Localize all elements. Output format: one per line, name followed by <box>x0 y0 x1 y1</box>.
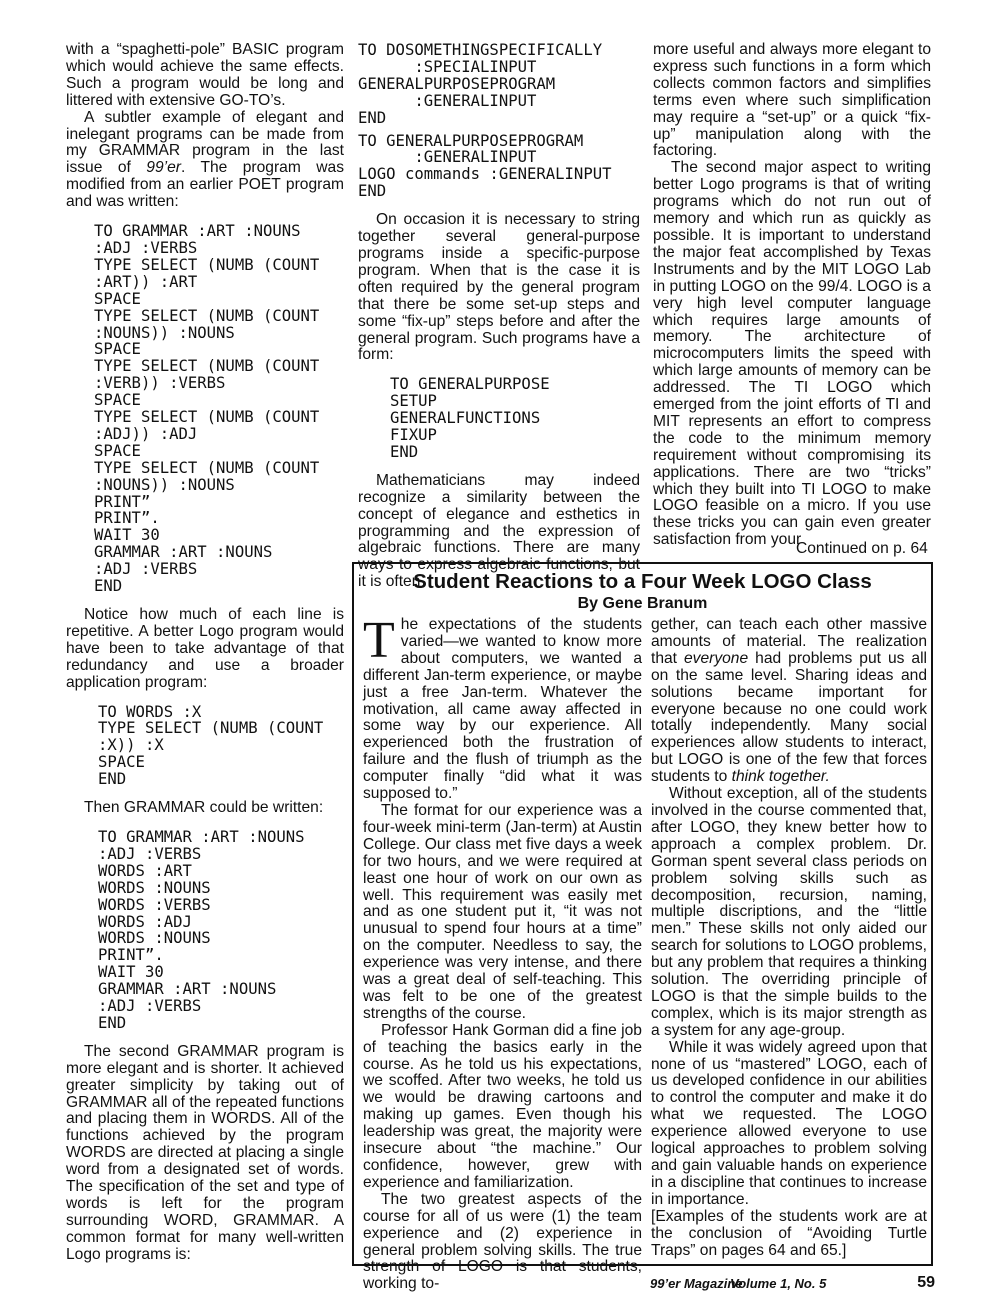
page-number: 59 <box>917 1274 935 1291</box>
text-run: A subtler example of elegant and inelegant programs can be made from my GRAMMAR program in the last issue of <box>66 108 344 177</box>
column-middle <box>358 42 640 591</box>
code-listing: TO GRAMMAR :ART :NOUNS :ADJ :VERBS TYPE SELECT (NUMB (COUNT :ART)) :ART SPACE TYPE SELECT (NUMB (COUNT :NOUNS)) :NOUNS SPACE TYPE SELECT (NUMB (COUNT :VERB)) :VERBS SPACE TYPE SELECT (NUMB (COUNT :ADJ)) :ADJ SPACE TYPE SELECT (NUMB (COUNT :NOUNS)) :NOUNS PRINT” PRINT”. WAIT 30 GRAMMAR :ART :NOUNS :ADJ :VERBS END <box>94 222 320 596</box>
paragraph <box>363 612 642 803</box>
article-title: Student Reactions to a Four Week LOGO Class <box>413 570 872 593</box>
text-run: . The program was modified from an earlier POET program and was written: <box>66 159 344 211</box>
magazine-title: 99’er Magazine <box>650 1276 743 1291</box>
paragraph: with a “spaghetti-pole” BASIC program which would achieve the same effects. Such a program would be long and littered with extensive GO-TO’s. <box>66 41 344 109</box>
page-footer <box>650 1276 935 1291</box>
paragraph: On occasion it is necessary to string together several general-purpose programs inside a specific-purpose program. When that is the case it is often required by the general program that there be some set-up steps and some “fix-up” steps before and after the general program. Such programs have a form: <box>358 211 640 364</box>
code-listing: TO DOSOMETHINGSPECIFICALLY :SPECIALINPUT GENERALPURPOSEPROGRAM :GENERALINPUT END <box>358 41 603 127</box>
text-run: had problems put us all on the same level. Sharing ideas and solutions became important for everyone because no one could work totally independently. Many social experiences allow students to interact, but LOGO is one of the few that forces students to <box>651 649 927 786</box>
paragraph: The second GRAMMAR program is more elegant and is shorter. It achieved greater simplicity by taking out of GRAMMAR all of the repeated functions and placing them in WORDS. All of the functions achieved by the program WORDS are directed at placing a single word from a designated set of words. The specification of the set and type of words is left for the program surrounding WORD, GRAMMAR. A common format for many well-written Logo programs is: <box>66 1042 344 1263</box>
paragraph: Mathematicians may indeed recognize a similarity between the concept of elegance and esthetics in programming and the expression of algebraic functions. There are many ways to express algebraic functions, but it is often <box>358 471 640 591</box>
paragraph: Without exception, all of the students involved in the course commented that, after LOGO, they knew better how to approach a complex problem. Dr. Gorman spent several class periods on problem solving skills such as decomposition, recursion, naming, multiple discriptions, and the “little men.” These skills not only aided our search for solutions to LOGO problems, but any problem that requires a thinking solution. The overriding principle of LOGO is that the simple builds to the complex, which is its major strength as a system for any age-group. <box>651 785 927 1039</box>
article-column-left <box>363 612 642 1293</box>
article-byline: By Gene Branum <box>577 595 708 612</box>
article-column-right <box>651 617 927 1259</box>
paragraph: The format for our experience was a four-week mini-term (Jan-term) at Austin College. Our class met five days a week for two hours, and we were required at least one hour of work on our own as well. This requirement was easily met and as one student put it, “it was not unusual to spend four hours at a time” on the computer. Needless to say, the experience was very intense, and there was a great deal of self-teaching. This was felt to be one of the greatest strengths of the course. <box>363 801 642 1022</box>
magazine-name: 99’er <box>146 159 181 177</box>
paragraph: Professor Hank Gorman did a fine job of teaching the basics early in the course. As he told us his expectations, we scoffed. After two weeks, he told us we would be drawing cartoons and making up games. Even though his leadership was great, the majority were insecure about “the machine.” Our confidence, however, grew with experience and familiarization. <box>363 1021 642 1191</box>
paragraph: While it was widely agreed upon that none of us “mastered” LOGO, each of us developed confidence in our abilities to control the computer and make it do what we requested. The LOGO experience allowed everyone to use logical approaches to problem solving and gain valuable hands on experience in a discipline that continues to increase in importance. <box>651 1038 927 1208</box>
text-run: he expectations of the students varied—we wanted to know more about computers, we wanted a different Jan-term experience, or maybe just a free Jan-term. Whatever the motivation, all came away affected in some way by our experience. All experienced both the frustration of failure and the flush of triumph as the computer finally “did what it was supposed to.” <box>363 616 642 803</box>
paragraph <box>651 617 927 786</box>
drop-cap: T <box>363 612 395 669</box>
code-listing: TO WORDS :X TYPE SELECT (NUMB (COUNT :X)) :X SPACE END <box>98 702 324 789</box>
code-listing: TO GRAMMAR :ART :NOUNS :ADJ :VERBS WORDS :ART WORDS :NOUNS WORDS :VERBS WORDS :ADJ WORDS :NOUNS PRINT”. WAIT 30 GRAMMAR :ART :NOUNS :ADJ :VERBS END <box>98 827 305 1032</box>
paragraph <box>66 110 344 211</box>
paragraph: Notice how much of each line is repetitive. A better Logo program would have been to take advantage of that redundancy and use a broader application program: <box>66 606 344 691</box>
paragraph: The second major aspect to writing better Logo programs is that of writing programs which do not run out of memory and which run as quickly as possible. It is important to understand the major feat accomplished by Texas Instruments and by the MIT LOGO Lab in putting LOGO on the 99/4. LOGO is a very high level computer language which requires large amounts of memory. The architecture of microcomputers limits the speed with which large amounts of memory can be addressed. The TI LOGO which emerged from the joint efforts of TI and MIT represents an effort to compress the code to the minimum memory requirement without compromising its applications. There are two “tricks” which they built into TI LOGO to make LOGO feasible on a micro. If you use these tricks you can gain even greater satisfaction from your <box>653 159 931 549</box>
paragraph: more useful and always more elegant to express such functions in a form which collects common factors and simplifies terms even where such simplification may require a “set-up” or a quick “fix-up” manipulation along with the factoring. <box>653 41 931 160</box>
emphasis: everyone <box>684 649 749 667</box>
code-listing: TO GENERALPURPOSEPROGRAM :GENERALINPUT LOGO commands :GENERALINPUT END <box>358 131 612 201</box>
column-right <box>653 42 931 549</box>
column-left <box>66 42 344 1264</box>
code-listing: TO GENERALPURPOSE SETUP GENERALFUNCTIONS FIXUP END <box>390 375 550 461</box>
text-run: gether, can teach each other massive amounts of material. The realization that <box>651 616 927 667</box>
paragraph: [Examples of the students work are at the conclusion of “Avoiding Turtle Traps” on pages 64 and 65.] <box>651 1207 927 1259</box>
paragraph: The two greatest aspects of the course for all of us were (1) the team experience and (2) experience in general problem solving skills. The true strength of LOGO is that students, working to- <box>363 1190 642 1293</box>
volume-info: Volume 1, No. 5 <box>730 1276 827 1291</box>
paragraph: Then GRAMMAR could be written: <box>84 799 324 817</box>
continued-note: Continued on p. 64 <box>796 540 928 557</box>
emphasis: think together. <box>731 768 830 786</box>
